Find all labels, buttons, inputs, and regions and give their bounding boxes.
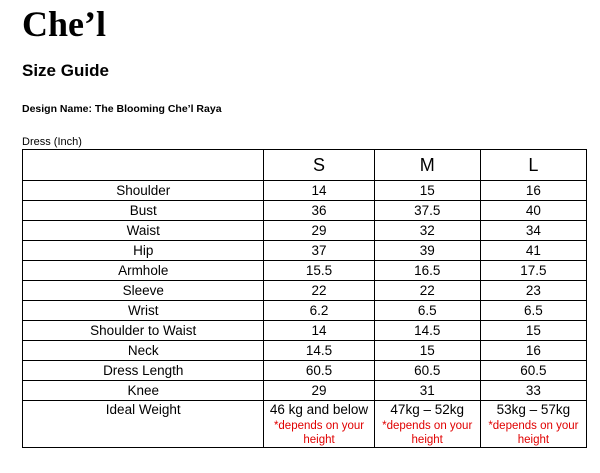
weight-note-l bbox=[481, 419, 586, 447]
cell-m: 37.5 bbox=[374, 201, 480, 221]
ideal-weight-label: Ideal Weight bbox=[105, 402, 181, 417]
row-label: Bust bbox=[23, 201, 264, 221]
cell-l: 16 bbox=[480, 181, 586, 201]
table-row bbox=[23, 221, 587, 241]
cell-s: 60.5 bbox=[264, 361, 374, 381]
cell-m: 14.5 bbox=[374, 321, 480, 341]
weight-l: 53kg – 57kg bbox=[496, 402, 571, 417]
cell-l: 15 bbox=[480, 321, 586, 341]
cell-l: 41 bbox=[480, 241, 586, 261]
weight-m: 47kg – 52kg bbox=[390, 402, 464, 417]
unit-label: Dress (Inch) bbox=[22, 136, 82, 148]
cell-m: 15 bbox=[374, 181, 480, 201]
cell-m: 22 bbox=[374, 281, 480, 301]
table-header-row bbox=[23, 150, 587, 181]
weight-note-s bbox=[264, 419, 373, 447]
design-name: Design Name: The Blooming Che’l Raya bbox=[22, 103, 222, 115]
weight-s: 46 kg and below bbox=[269, 402, 369, 417]
brand-logo-text: Che’l bbox=[22, 4, 106, 44]
row-label: Armhole bbox=[23, 261, 264, 281]
cell-l: 17.5 bbox=[480, 261, 586, 281]
cell-s: 37 bbox=[264, 241, 374, 261]
table-row bbox=[23, 301, 587, 321]
table-row bbox=[23, 381, 587, 401]
cell-s: 15.5 bbox=[264, 261, 374, 281]
cell-l: 60.5 bbox=[480, 361, 586, 381]
cell-l: 34 bbox=[480, 221, 586, 241]
size-table bbox=[22, 149, 587, 448]
cell-s: 36 bbox=[264, 201, 374, 221]
row-label bbox=[23, 401, 264, 448]
cell-s: 14 bbox=[264, 181, 374, 201]
cell-l: 33 bbox=[480, 381, 586, 401]
weight-note-m bbox=[375, 419, 480, 447]
page-subtitle: Size Guide bbox=[22, 61, 109, 80]
cell-m: 15 bbox=[374, 341, 480, 361]
cell-l: 6.5 bbox=[480, 301, 586, 321]
table-row bbox=[23, 181, 587, 201]
table-row bbox=[23, 321, 587, 341]
table-row bbox=[23, 341, 587, 361]
cell-m: 31 bbox=[374, 381, 480, 401]
note-text: *depends on your height bbox=[273, 420, 365, 446]
cell-s: 6.2 bbox=[264, 301, 374, 321]
cell-s bbox=[264, 401, 374, 448]
row-label: Sleeve bbox=[23, 281, 264, 301]
cell-s: 29 bbox=[264, 381, 374, 401]
row-label: Wrist bbox=[23, 301, 264, 321]
cell-s: 29 bbox=[264, 221, 374, 241]
row-label: Shoulder to Waist bbox=[23, 321, 264, 341]
cell-s: 14.5 bbox=[264, 341, 374, 361]
cell-s: 22 bbox=[264, 281, 374, 301]
table-row bbox=[23, 261, 587, 281]
row-label: Neck bbox=[23, 341, 264, 361]
cell-l bbox=[480, 401, 586, 448]
header-label-cell bbox=[23, 150, 264, 181]
cell-m: 32 bbox=[374, 221, 480, 241]
row-label: Shoulder bbox=[23, 181, 264, 201]
table-row bbox=[23, 281, 587, 301]
header-size-m: M bbox=[374, 150, 480, 181]
cell-m: 16.5 bbox=[374, 261, 480, 281]
note-text: *depends on your height bbox=[488, 420, 579, 446]
header-size-l: L bbox=[480, 150, 586, 181]
cell-s: 14 bbox=[264, 321, 374, 341]
cell-l: 16 bbox=[480, 341, 586, 361]
table-row bbox=[23, 241, 587, 261]
cell-l: 40 bbox=[480, 201, 586, 221]
header-size-s: S bbox=[264, 150, 374, 181]
cell-m: 39 bbox=[374, 241, 480, 261]
cell-m: 60.5 bbox=[374, 361, 480, 381]
note-text: *depends on your height bbox=[382, 420, 473, 446]
cell-l: 23 bbox=[480, 281, 586, 301]
row-label: Waist bbox=[23, 221, 264, 241]
ideal-weight-row bbox=[23, 401, 587, 448]
cell-m bbox=[374, 401, 480, 448]
cell-m: 6.5 bbox=[374, 301, 480, 321]
table-row bbox=[23, 361, 587, 381]
row-label: Hip bbox=[23, 241, 264, 261]
row-label: Knee bbox=[23, 381, 264, 401]
row-label: Dress Length bbox=[23, 361, 264, 381]
table-row bbox=[23, 201, 587, 221]
